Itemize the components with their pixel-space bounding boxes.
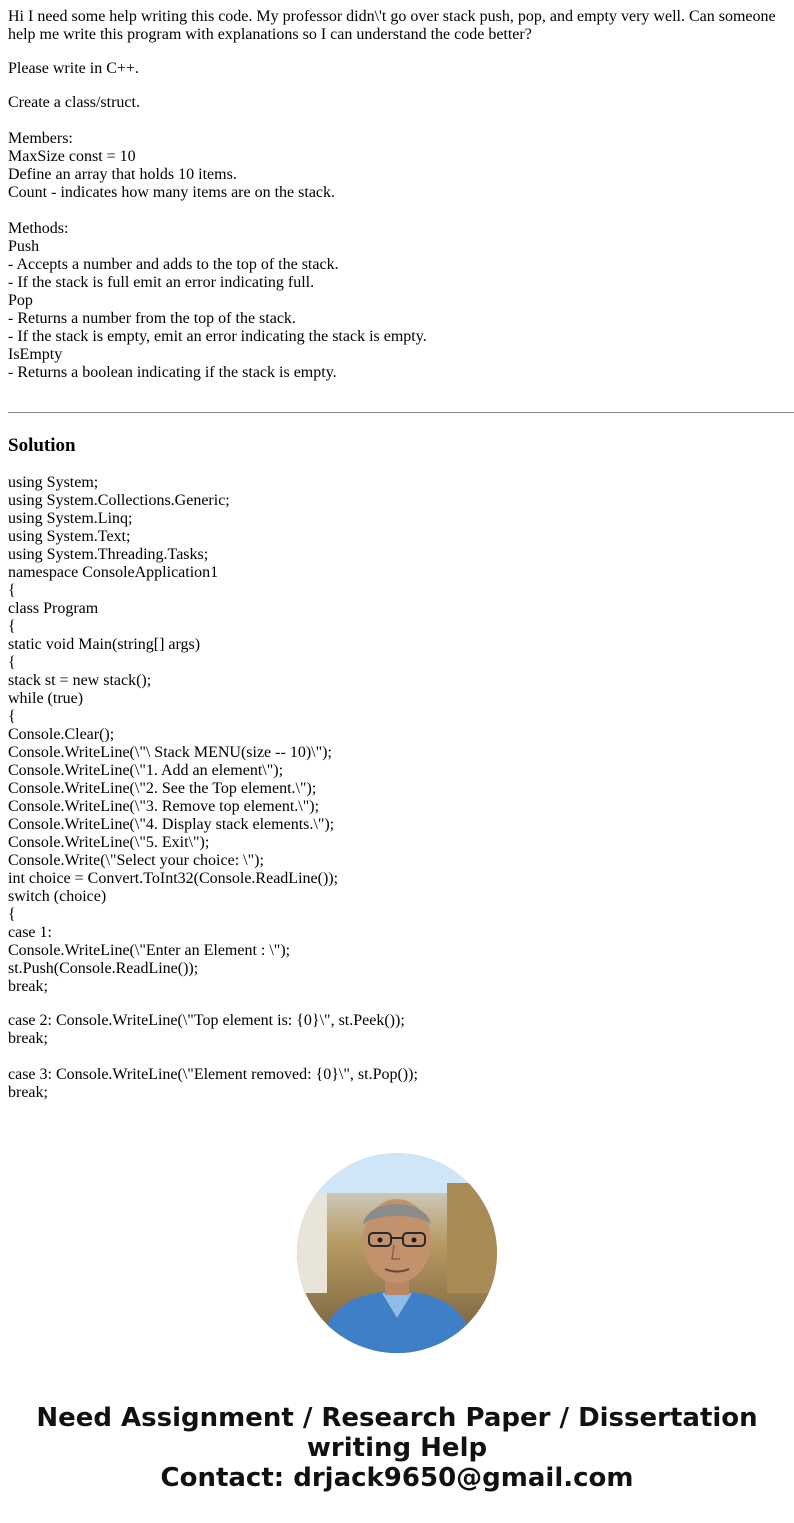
- code-line: using System.Linq;: [8, 510, 133, 527]
- code-line: class Program: [8, 600, 99, 617]
- author-avatar: [297, 1153, 497, 1353]
- question-struct: Create a class/struct.: [8, 94, 140, 111]
- methods-line: Push: [8, 238, 40, 255]
- footer-line-1: Need Assignment / Research Paper / Dissertation: [36, 1403, 758, 1433]
- members-line: MaxSize const = 10: [8, 148, 136, 165]
- code-line: Console.WriteLine(\"\ Stack MENU(size -- 10)\");: [8, 744, 332, 761]
- footer-contact: Contact: drjack9650@gmail.com: [160, 1463, 634, 1493]
- members-line: Count - indicates how many items are on the stack.: [8, 184, 336, 201]
- methods-line: IsEmpty: [8, 346, 63, 363]
- question-intro: Hi I need some help writing this code. My professor didn\'t go over stack push, pop, and empty very well. Can someone help me write this program with explanations so I can understand the code better?: [8, 8, 776, 43]
- section-divider: [8, 412, 794, 413]
- methods-line: - If the stack is empty, emit an error indicating the stack is empty.: [8, 328, 427, 345]
- members-line: Members:: [8, 130, 73, 147]
- code-line: using System;: [8, 474, 99, 491]
- code-line: Console.Clear();: [8, 726, 115, 743]
- solution-code-block: [8, 1066, 418, 1102]
- solution-code-block: [8, 1012, 405, 1048]
- code-line: while (true): [8, 690, 84, 707]
- code-line: int choice = Convert.ToInt32(Console.ReadLine());: [8, 870, 339, 887]
- members-line: Define an array that holds 10 items.: [8, 166, 237, 183]
- code-line: Console.WriteLine(\"4. Display stack elements.\");: [8, 816, 335, 833]
- code-line: break;: [8, 1084, 48, 1101]
- methods-line: - If the stack is full emit an error indicating full.: [8, 274, 315, 291]
- author-portrait-icon: [297, 1153, 497, 1353]
- code-line: static void Main(string[] args): [8, 636, 201, 653]
- question-language: Please write in C++.: [8, 60, 139, 77]
- methods-line: - Accepts a number and adds to the top of the stack.: [8, 256, 339, 273]
- code-line: Console.WriteLine(\"5. Exit\");: [8, 834, 210, 851]
- methods-line: Pop: [8, 292, 33, 309]
- solution-title: Solution: [8, 435, 76, 456]
- code-line: {: [8, 582, 16, 599]
- code-line: case 1:: [8, 924, 52, 941]
- code-line: case 3: Console.WriteLine(\"Element removed: {0}\", st.Pop());: [8, 1066, 418, 1083]
- code-line: switch (choice): [8, 888, 107, 905]
- code-line: {: [8, 708, 16, 725]
- code-line: using System.Threading.Tasks;: [8, 546, 209, 563]
- methods-line: Methods:: [8, 220, 69, 237]
- code-line: {: [8, 618, 16, 635]
- footer-banner: [0, 1403, 794, 1493]
- code-line: Console.WriteLine(\"Enter an Element : \");: [8, 942, 291, 959]
- code-line: Console.Write(\"Select your choice: \");: [8, 852, 264, 869]
- code-line: Console.WriteLine(\"3. Remove top element.\");: [8, 798, 320, 815]
- code-line: stack st = new stack();: [8, 672, 152, 689]
- code-line: Console.WriteLine(\"2. See the Top element.\");: [8, 780, 317, 797]
- code-line: break;: [8, 978, 48, 995]
- code-line: using System.Text;: [8, 528, 131, 545]
- footer-line-2: writing Help: [306, 1433, 488, 1463]
- code-line: break;: [8, 1030, 48, 1047]
- code-line: st.Push(Console.ReadLine());: [8, 960, 199, 977]
- code-line: using System.Collections.Generic;: [8, 492, 230, 509]
- solution-code-block: [8, 474, 338, 996]
- code-line: case 2: Console.WriteLine(\"Top element is: {0}\", st.Peek());: [8, 1012, 405, 1029]
- methods-line: - Returns a boolean indicating if the stack is empty.: [8, 364, 337, 381]
- question-methods: [8, 220, 427, 382]
- code-line: namespace ConsoleApplication1: [8, 564, 219, 581]
- code-line: {: [8, 906, 16, 923]
- code-line: Console.WriteLine(\"1. Add an element\");: [8, 762, 284, 779]
- methods-line: - Returns a number from the top of the stack.: [8, 310, 296, 327]
- code-line: {: [8, 654, 16, 671]
- question-members: [8, 130, 335, 202]
